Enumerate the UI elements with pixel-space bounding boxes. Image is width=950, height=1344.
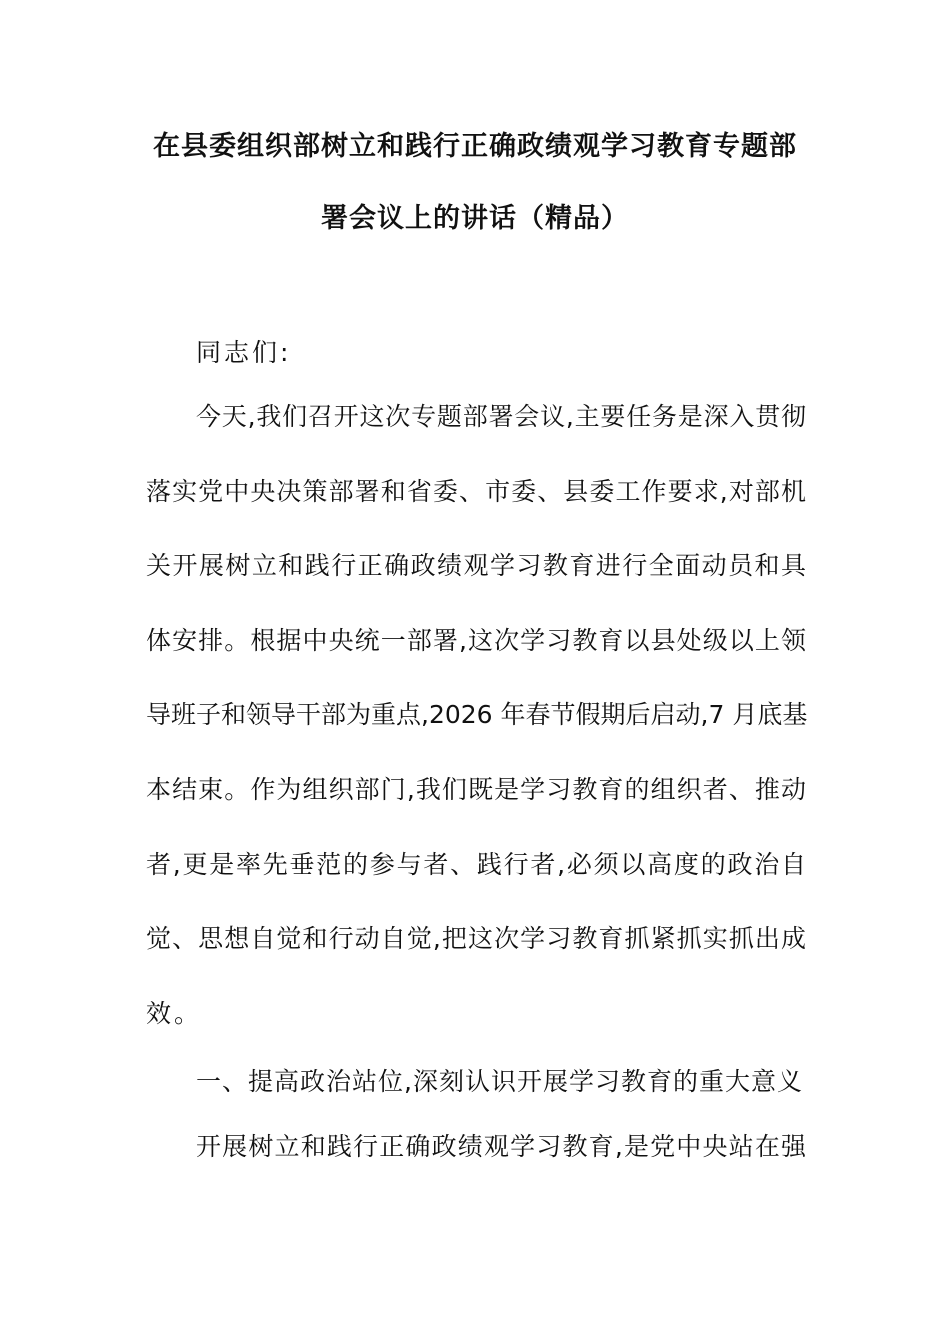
- paragraph-line: 效。: [146, 999, 203, 1028]
- salutation: 同志们:: [196, 338, 292, 367]
- paragraph-line: 觉、思想自觉和行动自觉,把这次学习教育抓紧抓实抓出成: [146, 924, 806, 953]
- paragraph-line: 者,更是率先垂范的参与者、践行者,必须以高度的政治自: [146, 850, 806, 879]
- paragraph-line: 体安排。根据中央统一部署,这次学习教育以县处级以上领: [146, 626, 806, 655]
- paragraph-line: 落实党中央决策部署和省委、市委、县委工作要求,对部机: [146, 477, 806, 506]
- document-title-line-2: 署会议上的讲话（精品）: [321, 203, 629, 234]
- paragraph-line: 关开展树立和践行正确政绩观学习教育进行全面动员和具: [146, 551, 806, 580]
- paragraph-line: 本结束。作为组织部门,我们既是学习教育的组织者、推动: [146, 775, 806, 804]
- paragraph-line: 今天,我们召开这次专题部署会议,主要任务是深入贯彻: [196, 402, 806, 431]
- paragraph-line: 开展树立和践行正确政绩观学习教育,是党中央站在强: [196, 1132, 806, 1161]
- paragraph-line: 导班子和领导干部为重点,2026 年春节假期后启动,7 月底基: [146, 700, 808, 729]
- section-heading: 一、提高政治站位,深刻认识开展学习教育的重大意义: [196, 1067, 803, 1096]
- document-title-line-1: 在县委组织部树立和践行正确政绩观学习教育专题部: [153, 131, 797, 162]
